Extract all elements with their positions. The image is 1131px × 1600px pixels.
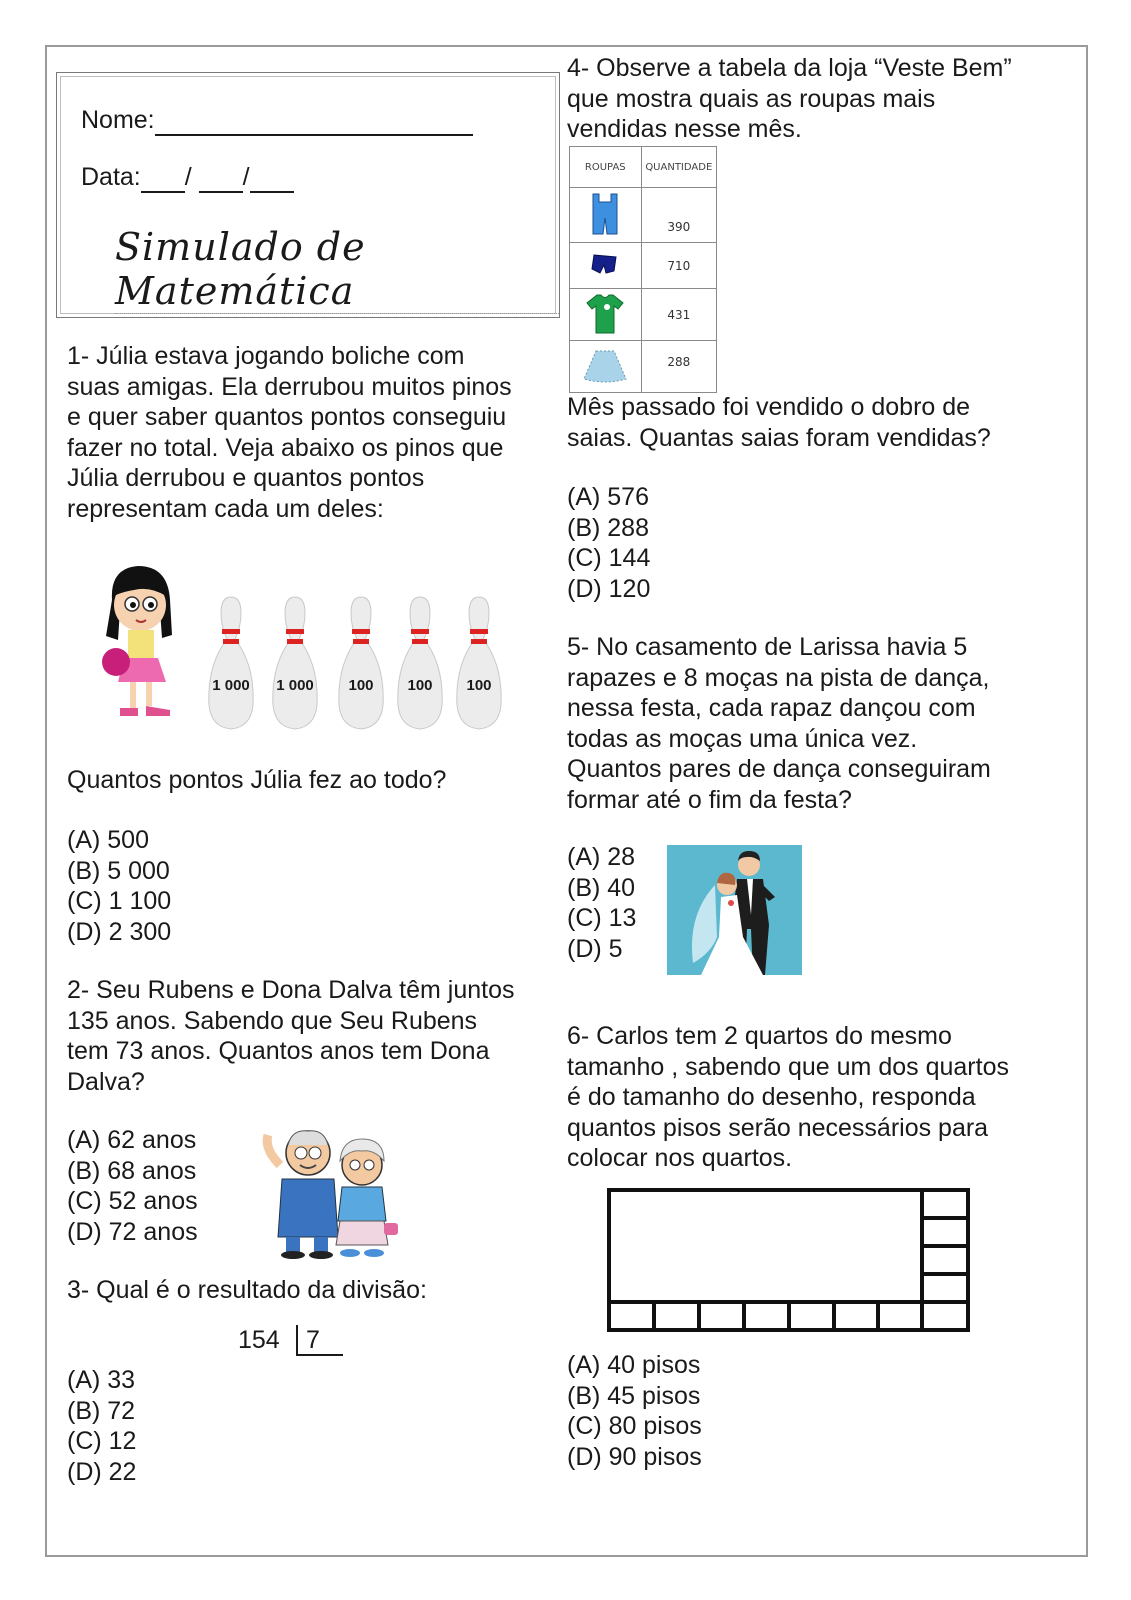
q1-line: e quer saber quantos pontos conseguiu xyxy=(67,403,507,431)
date-separator: / xyxy=(184,163,192,191)
q5-line: 5- No casamento de Larissa havia 5 xyxy=(567,633,968,661)
table-header: QUANTIDADE xyxy=(641,147,716,188)
answer-option[interactable]: (C) 1 100 xyxy=(67,887,172,915)
date-field[interactable] xyxy=(81,162,294,193)
q2-line: Dalva? xyxy=(67,1067,145,1096)
answer-option[interactable]: (C) 12 xyxy=(67,1427,137,1455)
q4-question-line: saias. Quantas saias foram vendidas? xyxy=(567,423,991,452)
q5-line: rapazes e 8 moças na pista de dança, xyxy=(567,663,990,692)
pin-value: 100 xyxy=(466,677,492,694)
quantity-cell: 710 xyxy=(641,243,716,289)
q5-options xyxy=(567,842,636,964)
question-6 xyxy=(567,1021,1009,1174)
q3-options xyxy=(67,1365,136,1487)
worksheet-title: Simulado de Matemática xyxy=(115,225,559,314)
q1-line: suas amigas. Ela derrubou muitos pinos xyxy=(67,372,512,401)
q5-line: nessa festa, cada rapaz dançou com xyxy=(567,694,976,722)
bowling-pin xyxy=(333,595,389,735)
pin-value: 100 xyxy=(407,677,433,694)
pin-value: 1 000 xyxy=(276,677,314,694)
shorts-icon xyxy=(570,243,642,289)
name-label: Nome: xyxy=(81,106,155,134)
pin-value: 100 xyxy=(348,677,374,694)
answer-option[interactable]: (C) 144 xyxy=(567,544,651,572)
skirt-icon xyxy=(570,341,642,393)
date-separator: / xyxy=(242,163,250,191)
answer-option[interactable]: (B) 40 xyxy=(567,873,636,902)
q4-line: 4- Observe a tabela da loja “Veste Bem” xyxy=(567,54,1012,82)
q1-question: Quantos pontos Júlia fez ao todo? xyxy=(67,766,447,794)
bowling-pin xyxy=(451,595,507,735)
answer-option[interactable]: (A) 33 xyxy=(67,1366,136,1394)
bowling-pin xyxy=(267,595,323,735)
q5-line: todas as moças uma única vez. xyxy=(567,724,918,753)
girl-bowling-icon xyxy=(90,560,190,725)
q6-options xyxy=(567,1350,702,1472)
bowling-pins xyxy=(203,595,503,730)
table-row xyxy=(570,341,717,393)
answer-option[interactable]: (A) 576 xyxy=(567,483,649,511)
question-1 xyxy=(67,341,512,524)
table-header: ROUPAS xyxy=(570,147,642,188)
quantity-cell: 431 xyxy=(641,289,716,341)
answer-option[interactable]: (A) 500 xyxy=(67,826,149,854)
divisor: 7 xyxy=(306,1326,320,1354)
answer-option[interactable]: (A) 40 pisos xyxy=(567,1351,701,1379)
q1-line: fazer no total. Veja abaixo os pinos que xyxy=(67,433,504,462)
tshirt-icon xyxy=(570,289,642,341)
answer-option[interactable]: (C) 80 pisos xyxy=(567,1412,702,1440)
answer-option[interactable]: (B) 72 xyxy=(67,1396,136,1425)
q6-line: quantos pisos serão necessários para xyxy=(567,1113,989,1142)
q2-line: tem 73 anos. Quantos anos tem Dona xyxy=(67,1037,490,1065)
q4-options xyxy=(567,482,650,604)
table-row xyxy=(570,243,717,289)
clothes-table xyxy=(569,146,717,393)
answer-option[interactable]: (C) 13 xyxy=(567,904,637,932)
q5-line: Quantos pares de dança conseguiram xyxy=(567,755,991,783)
q4-question-line: Mês passado foi vendido o dobro de xyxy=(567,393,971,421)
q1-options xyxy=(67,825,171,947)
answer-option[interactable]: (D) 2 300 xyxy=(67,917,172,946)
q4-question xyxy=(567,392,991,453)
answer-option[interactable]: (A) 28 xyxy=(567,843,636,871)
q6-line: é do tamanho do desenho, responda xyxy=(567,1083,976,1111)
bowling-pin xyxy=(203,595,259,735)
wedding-couple-icon xyxy=(667,845,802,975)
question-4 xyxy=(567,53,1012,145)
q3-question: 3- Qual é o resultado da divisão: xyxy=(67,1276,427,1304)
q6-line: 6- Carlos tem 2 quartos do mesmo xyxy=(567,1022,952,1050)
table-row xyxy=(570,289,717,341)
answer-option[interactable]: (D) 120 xyxy=(567,574,651,603)
q1-line: representam cada um deles: xyxy=(67,494,384,523)
bowling-pin xyxy=(392,595,448,735)
quantity-cell: 390 xyxy=(641,188,716,243)
answer-option[interactable]: (A) 62 anos xyxy=(67,1126,197,1154)
q1-line: 1- Júlia estava jogando boliche com xyxy=(67,342,465,370)
overalls-icon xyxy=(570,188,642,243)
q6-line: tamanho , sabendo que um dos quartos xyxy=(567,1052,1009,1081)
elderly-couple-icon xyxy=(258,1125,403,1260)
question-5 xyxy=(567,632,991,815)
table-header-row xyxy=(570,147,717,188)
q4-line: vendidas nesse mês. xyxy=(567,115,802,143)
answer-option[interactable]: (B) 68 anos xyxy=(67,1156,197,1185)
answer-option[interactable]: (D) 72 anos xyxy=(67,1217,198,1246)
date-label: Data: xyxy=(81,163,141,191)
name-field[interactable] xyxy=(81,105,473,136)
q6-line: colocar nos quartos. xyxy=(567,1144,793,1172)
answer-option[interactable]: (C) 52 anos xyxy=(67,1187,198,1215)
header-box xyxy=(56,72,560,318)
answer-option[interactable]: (B) 5 000 xyxy=(67,856,170,885)
answer-option[interactable]: (B) 288 xyxy=(567,513,649,542)
answer-option[interactable]: (D) 90 pisos xyxy=(567,1442,702,1471)
table-row xyxy=(570,188,717,243)
q2-line: 2- Seu Rubens e Dona Dalva têm juntos xyxy=(67,976,515,1004)
answer-option[interactable]: (D) 5 xyxy=(567,934,623,963)
q2-line: 135 anos. Sabendo que Seu Rubens xyxy=(67,1006,478,1035)
q1-line: Júlia derrubou e quantos pontos xyxy=(67,464,425,492)
dividend: 154 xyxy=(238,1326,280,1354)
answer-option[interactable]: (D) 22 xyxy=(67,1457,137,1486)
q4-line: que mostra quais as roupas mais xyxy=(567,84,936,113)
division-bracket xyxy=(238,1323,348,1359)
pin-value: 1 000 xyxy=(212,677,250,694)
q2-options xyxy=(67,1125,198,1247)
quantity-cell: 288 xyxy=(641,341,716,393)
room-tile-diagram xyxy=(606,1187,972,1335)
q5-line: formar até o fim da festa? xyxy=(567,785,852,814)
question-2 xyxy=(67,975,514,1097)
answer-option[interactable]: (B) 45 pisos xyxy=(567,1381,701,1410)
